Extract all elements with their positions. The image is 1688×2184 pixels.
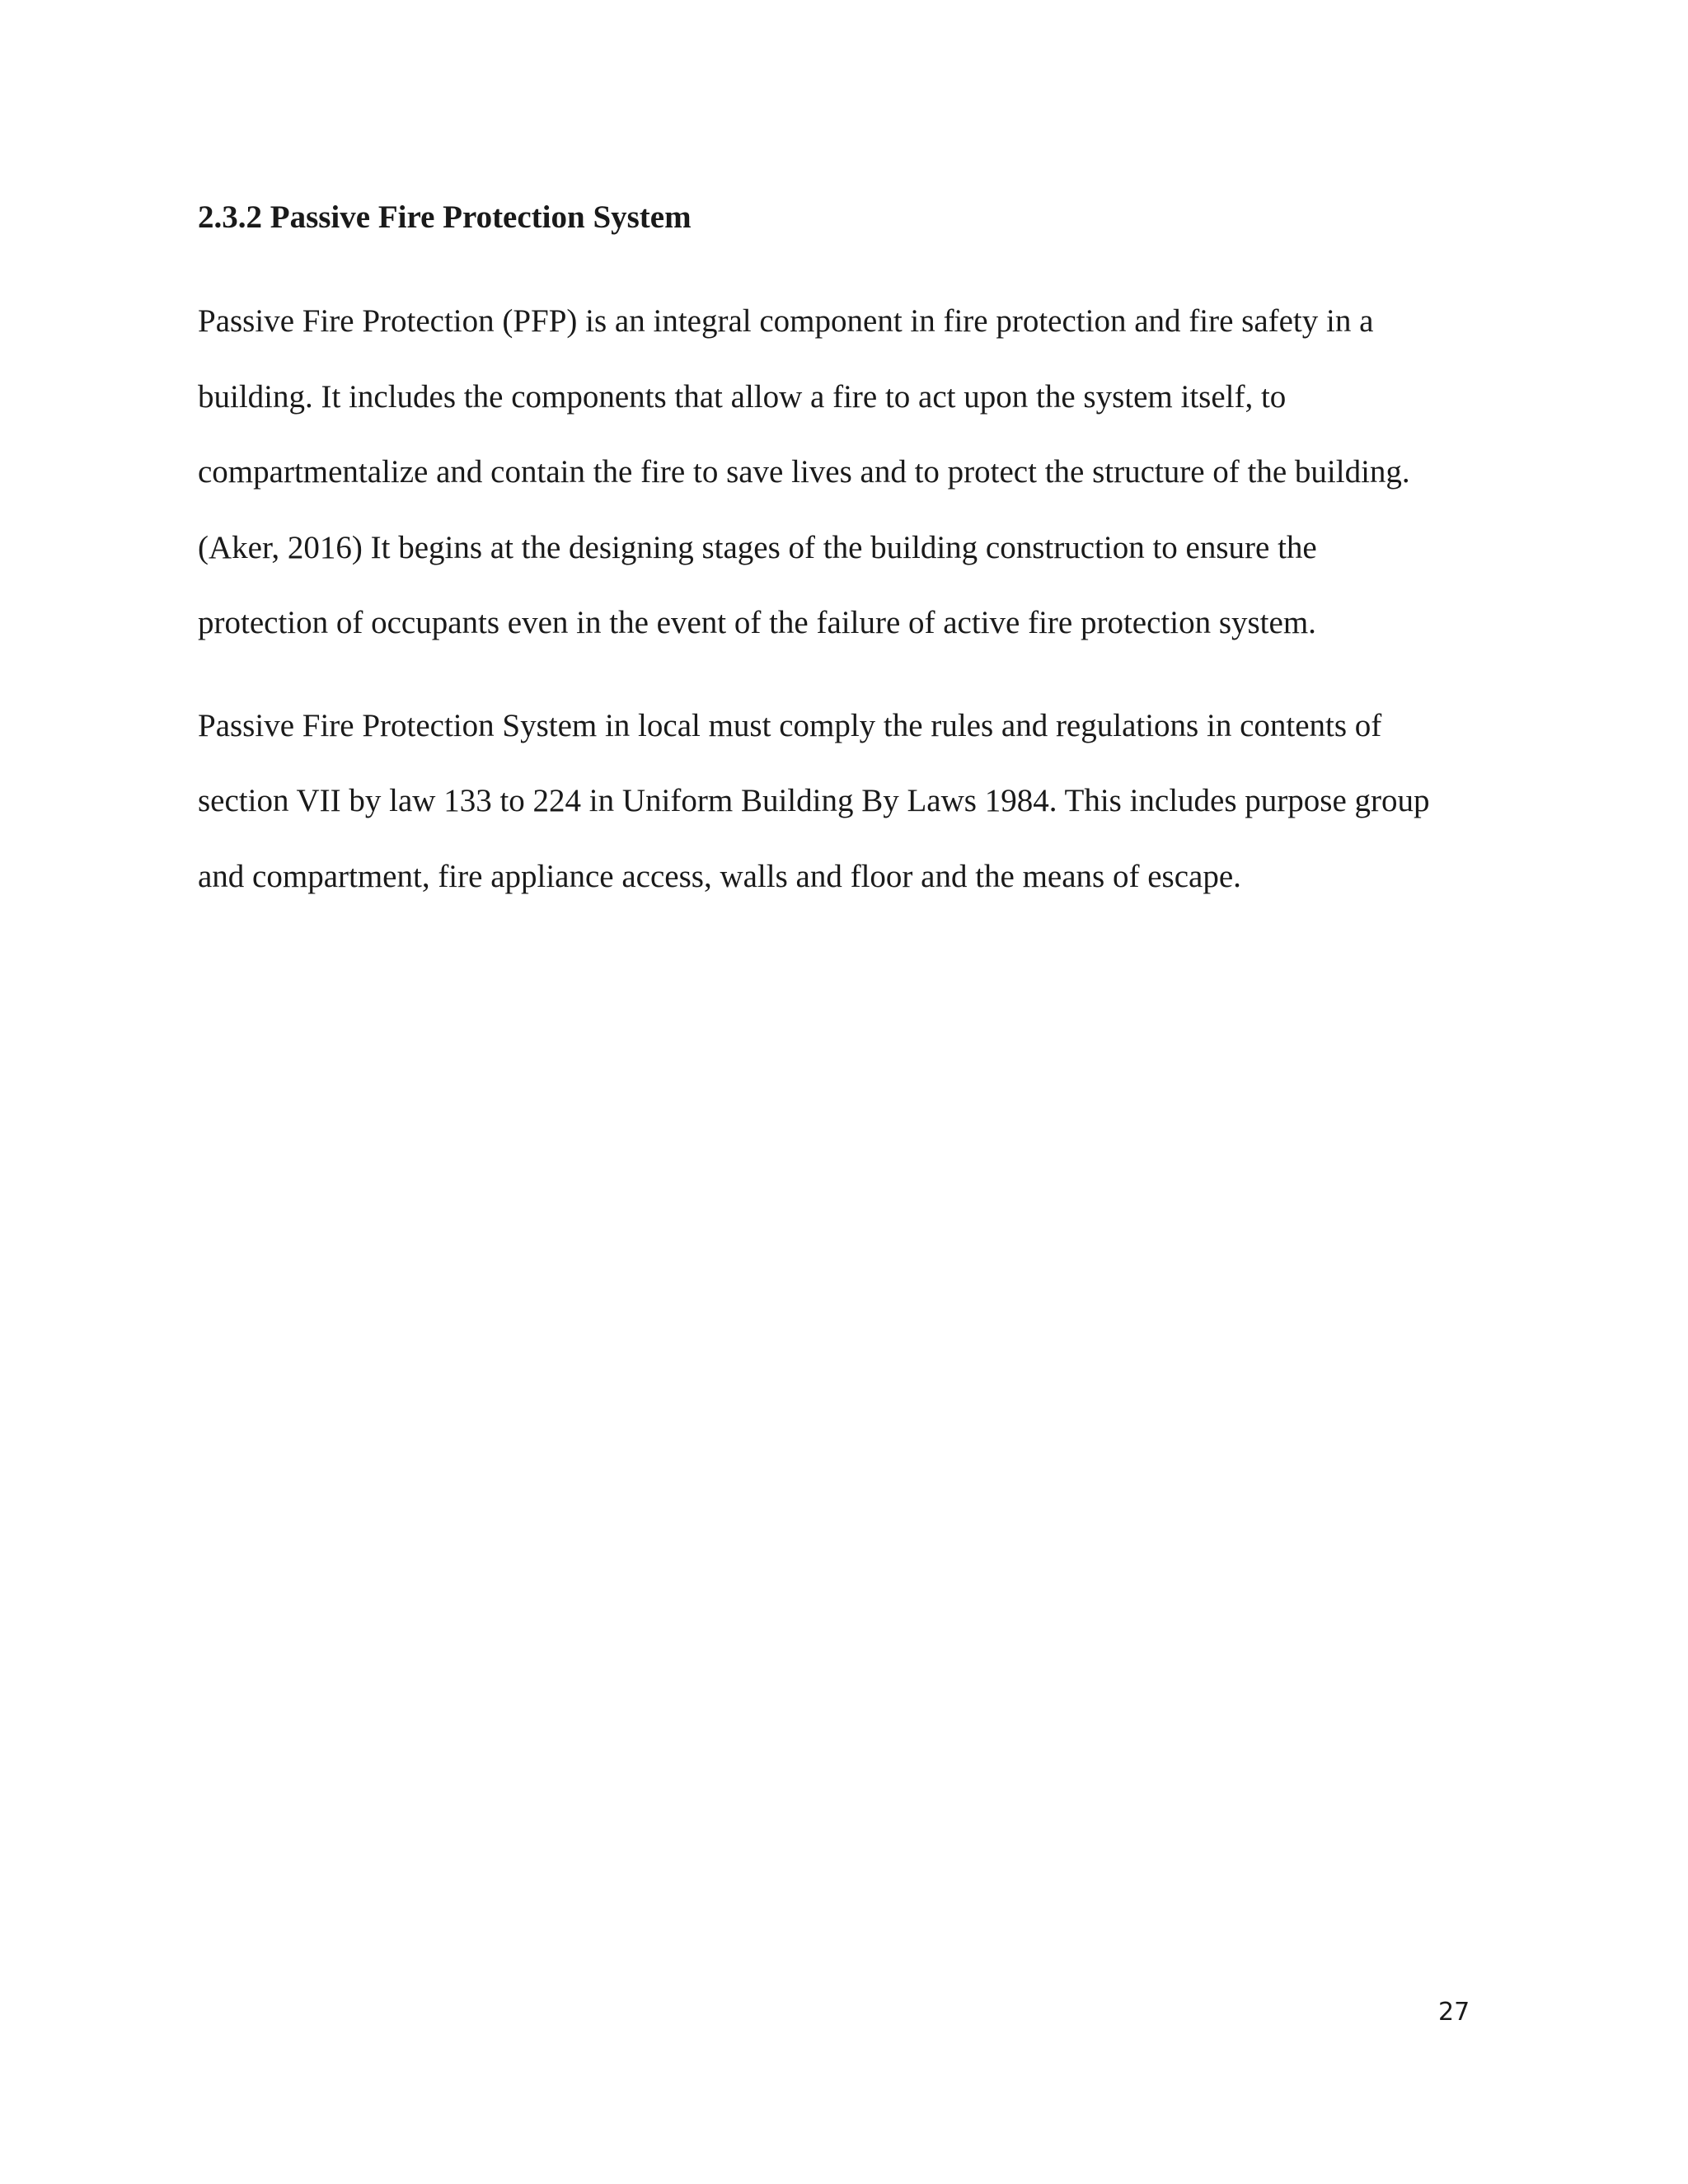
paragraph-line: section VII by law 133 to 224 in Uniform Building By Laws 1984. This includes purpose group — [198, 783, 1430, 818]
section-heading: 2.3.2 Passive Fire Protection System — [198, 199, 692, 235]
paragraph-line: compartmentalize and contain the fire to save lives and to protect the structure of the building. — [198, 454, 1410, 490]
paragraph-line: Passive Fire Protection System in local must comply the rules and regulations in contents of — [198, 708, 1382, 743]
paragraph-line: building. It includes the components that allow a fire to act upon the system itself, to — [198, 379, 1287, 415]
paragraph-line: (Aker, 2016) It begins at the designing stages of the building construction to ensure the — [198, 530, 1317, 565]
paragraph-line: Passive Fire Protection (PFP) is an integral component in fire protection and fire safety in a — [198, 303, 1374, 339]
paragraph-line: protection of occupants even in the event of the failure of active fire protection system. — [198, 605, 1316, 640]
paragraph-line: and compartment, fire appliance access, walls and floor and the means of escape. — [198, 859, 1241, 894]
page-number: 27 — [1438, 1998, 1470, 2027]
